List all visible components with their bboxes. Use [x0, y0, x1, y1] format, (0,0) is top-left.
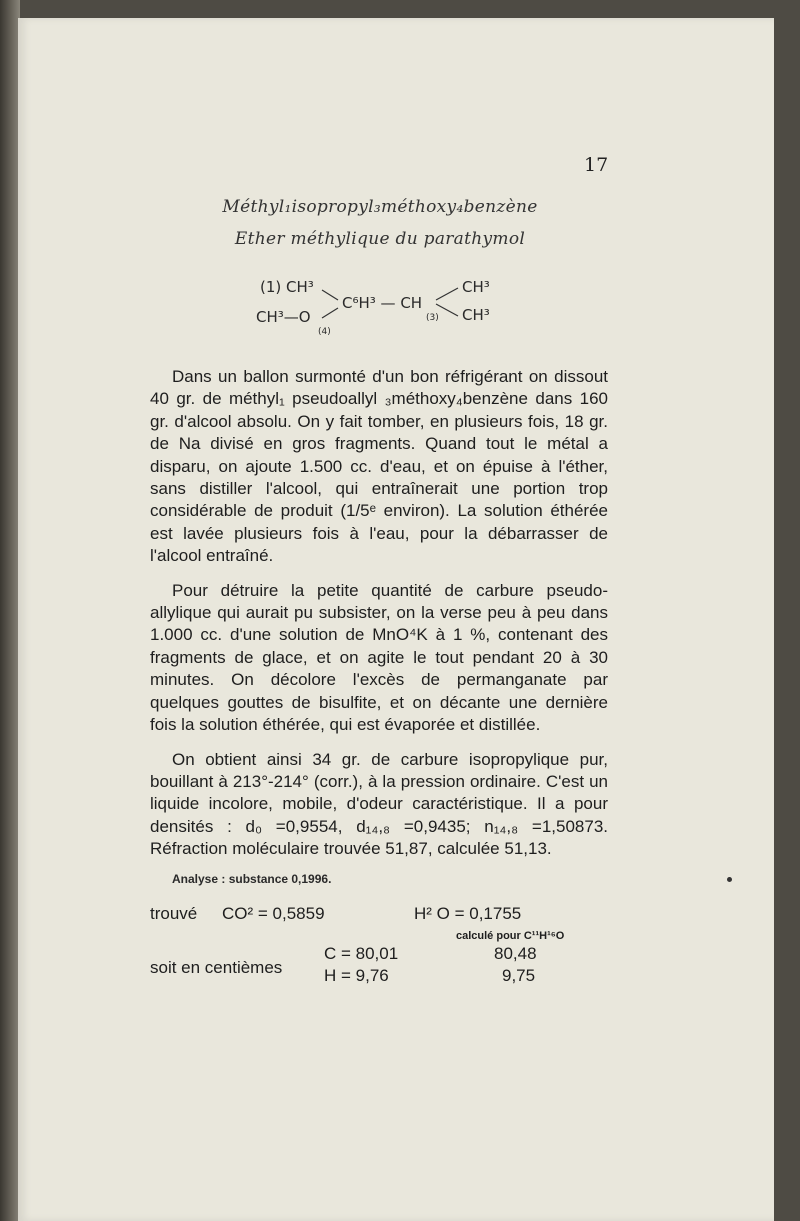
percent-label: soit en centièmes	[150, 958, 283, 977]
formula-left-bottom-num: (4)	[318, 327, 331, 337]
formula-right-bottom: CH³	[462, 306, 490, 324]
h-found: H = 9,76	[324, 966, 389, 985]
formula-center: C⁶H³ — CH	[342, 294, 423, 312]
h-calc: 9,75	[502, 966, 536, 985]
paragraph: On obtient ainsi 34 gr. de carbure isopropylique pur, bouillant à 213°-214° (corr.), à la pression ordinaire. C'est un liquide incolore, mobile, d'odeur caractéristique. Il a pour densités : d₀ =0,9554, d₁₄,₈ =0,9435; n₁₄,₈ =1,50873. Réfraction moléculaire trouvée 51,87, calculée 51,13.	[150, 749, 608, 859]
paragraph: Pour détruire la petite quantité de carbure pseudo-allylique qui aurait pu subsister, on la verse peu à peu dans 1.000 cc. d'une solution de MnO⁴K à 1 %, contenant des fragments de glace, et on agite le tout pendant 20 à 30 minutes. On décolore l'excès de permanganate par quelques gouttes de bisulfite, et on décante une dernière fois la solution éthérée, qui est évaporée et distillée.	[150, 580, 608, 735]
h2o-value: H² O = 0,1755	[414, 904, 522, 923]
formula-left-bottom: CH³—O	[256, 308, 311, 326]
c-found: C = 80,01	[324, 944, 399, 963]
structural-formula	[240, 268, 540, 338]
formula-left-top: (1) CH³	[260, 278, 314, 296]
page-number: 17	[584, 154, 609, 176]
c-calc: 80,48	[494, 944, 537, 963]
found-label: trouvé	[150, 904, 198, 923]
ink-dot	[727, 877, 732, 882]
book-spine	[0, 0, 20, 1221]
calc-label: calculé pour C¹¹H¹⁶O	[456, 930, 565, 942]
compound-title: Méthyl₁isopropyl₃méthoxy₄benzène	[222, 197, 538, 217]
paragraph: Dans un ballon surmonté d'un bon réfrigérant on dissout 40 gr. de méthyl₁ pseudoallyl ₃méthoxy₄benzène dans 160 gr. d'alcool absolu. On y fait tomber, en plusieurs fois, 18 gr. de Na divisé en gros fragments. Quand tout le métal a disparu, on ajoute 1.500 cc. d'eau, et on épuise à l'éther, sans distiller l'alcool, qui entraînerait une portion trop considérable de produit (1/5ᵉ environ). La solution éthérée est lavée plusieurs fois à l'eau, pour la débarrasser de l'alcool entraîné.	[150, 367, 608, 566]
formula-right-top: CH³	[462, 278, 490, 296]
formula-center-num: (3)	[426, 313, 439, 323]
body-text	[150, 366, 608, 873]
analysis-title: Analyse : substance 0,1996.	[172, 872, 332, 886]
co2-value: CO² = 0,5859	[222, 904, 325, 923]
compound-subtitle: Ether méthylique du parathymol	[234, 229, 526, 249]
